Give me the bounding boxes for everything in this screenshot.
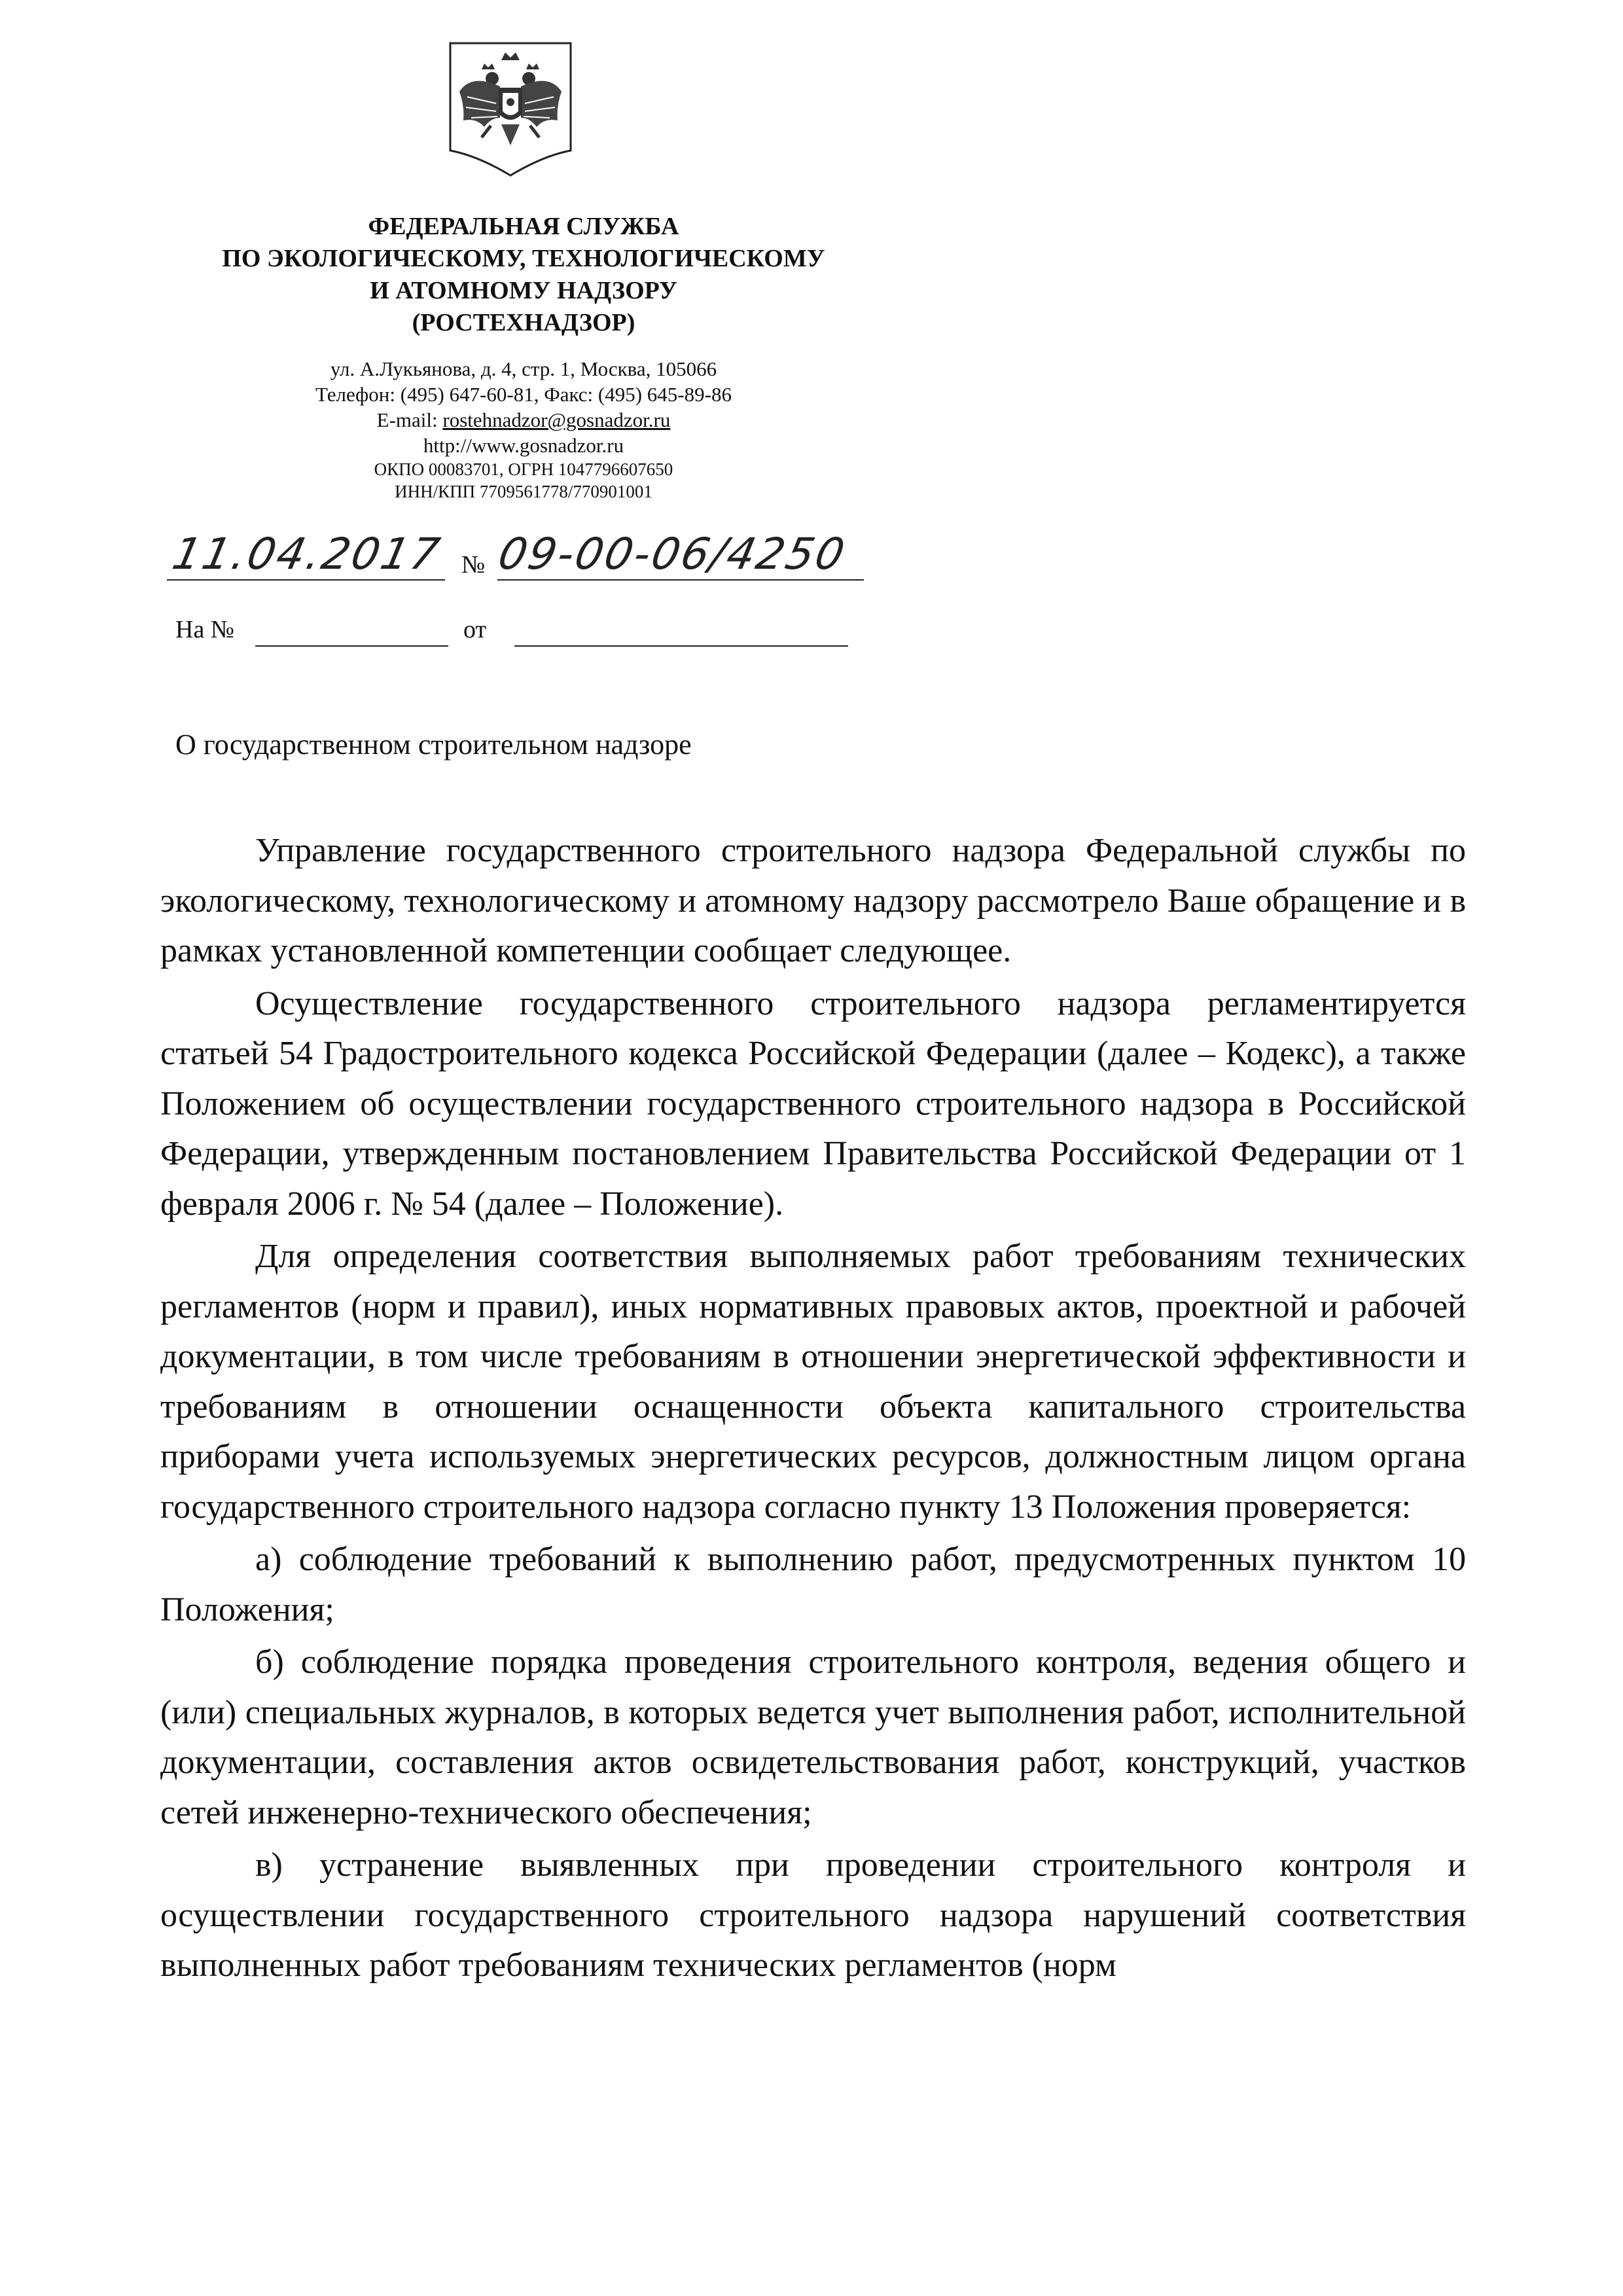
number-underline (497, 579, 864, 581)
number-label: № (461, 551, 486, 579)
list-item-b: б) соблюдение порядка проведения строительного контроля, ведения общего и (или) специальных журналов, в которых ведется учет выполнения работ, исполнительной документации, составления актов освидетельствования работ, конструкций, участков сетей инженерно-технического обеспечения; (160, 1643, 1466, 1831)
list-item-a: а) соблюдение требований к выполнению работ, предусмотренных пунктом 10 Положения; (160, 1541, 1466, 1628)
reply-from-label: от (463, 616, 487, 643)
reply-reference (175, 615, 895, 655)
paragraph-2: Осуществление государственного строительного надзора регламентируется статьей 54 Градостроительного кодекса Российской Федерации (далее – Кодекс), а также Положением об осуществлении государственного строительного надзора в Российской Федерации, утвержденным постановлением Правительства Российской Федерации от 1 февраля 2006 г. № 54 (далее – Положение). (160, 984, 1466, 1223)
paragraph-3: Для определения соответствия выполняемых работ требованиям технических регламентов (норм и правил), иных нормативных правовых актов, проектной и рабочей документации, в том числе требованиям в отношении энергетической эффективности и требованиям в отношении оснащенности объекта капитального строительства приборами учета используемых энергетических ресурсов, должностным лицом органа государственного строительного надзора согласно пункту 13 Положения проверяется: (160, 1238, 1466, 1526)
inn-kpp: ИНН/КПП 7709561778/770901001 (395, 482, 652, 501)
reply-number-label: На № (175, 616, 235, 643)
coat-of-arms-emblem (445, 41, 576, 178)
email-link[interactable]: rostehnadzor@gosnadzor.ru (442, 408, 671, 431)
letterhead (196, 211, 851, 503)
contact-block (196, 356, 851, 503)
email-line: E-mail: rostehnadzor@gosnadzor.ru (376, 408, 671, 431)
reply-number-blank (255, 645, 448, 647)
date-underline (167, 579, 445, 581)
address: ул. А.Лукьянова, д. 4, стр. 1, Москва, 105066 (330, 357, 717, 380)
handwritten-date: 11.04.2017 (168, 529, 446, 579)
subject-line: О государственном строительном надзоре (175, 728, 692, 761)
organization-name: ФЕДЕРАЛЬНАЯ СЛУЖБА ПО ЭКОЛОГИЧЕСКОМУ, ТЕХНОЛОГИЧЕСКОМУ И АТОМНОМУ НАДЗОРУ (РОСТЕХНАДЗОР) (222, 213, 825, 336)
paragraph-1: Управление государственного строительного надзора Федеральной службы по экологическому, технологическому и атомному надзору рассмотрело Ваше обращение и в рамках установленной компетенции сообщает следующее. (160, 832, 1466, 969)
phone-fax: Телефон: (495) 647-60-81, Факс: (495) 645-89-86 (315, 383, 732, 406)
reply-date-blank (514, 645, 848, 647)
website-link[interactable]: http://www.gosnadzor.ru (423, 434, 624, 457)
list-item-c: в) устранение выявленных при проведении строительного контроля и осуществлении государственного строительного надзора нарушений соответствия выполненных работ требованиям технических регламентов (норм (160, 1846, 1466, 1984)
outgoing-reference (167, 529, 952, 586)
okpo-ogrn: ОКПО 00083701, ОГРН 1047796607650 (374, 459, 673, 479)
letter-body (160, 826, 1466, 1991)
handwritten-number: 09-00-06/4250 (493, 529, 851, 579)
